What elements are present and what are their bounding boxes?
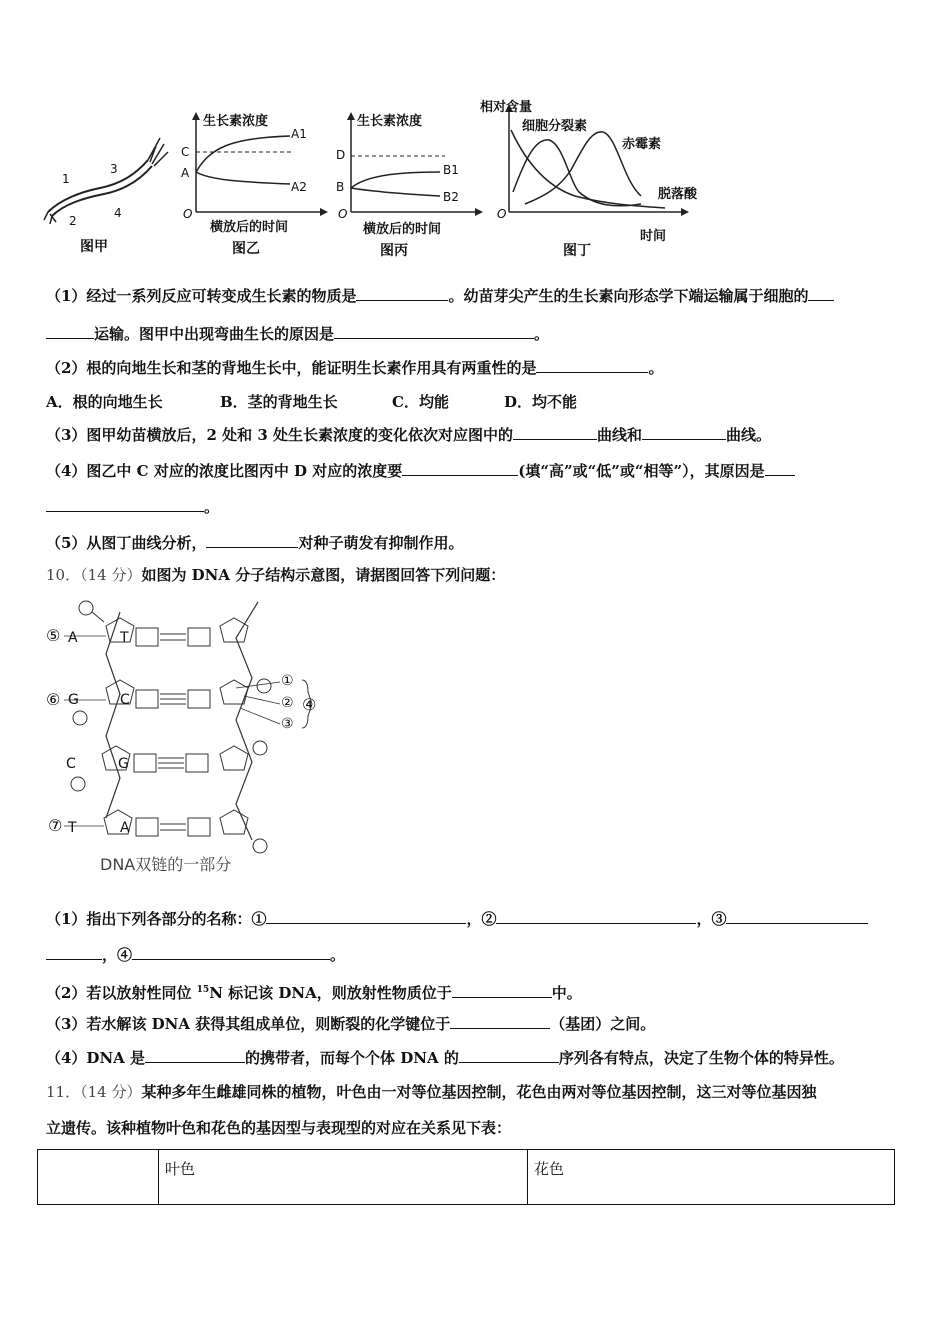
q9-part4-line1 <box>46 461 795 481</box>
q10-blank-4[interactable] <box>132 945 330 960</box>
yi-a1: A1 <box>291 127 307 141</box>
bing-origin: O <box>338 207 348 221</box>
q10-part1-line2 <box>46 945 345 965</box>
q9-blank-8b[interactable] <box>46 497 204 512</box>
q10-blank-1[interactable] <box>266 909 466 924</box>
seedling-drawing <box>40 130 180 230</box>
dna-base-4-left: T <box>68 820 77 836</box>
dna-marker-6: ⑥ <box>46 690 61 709</box>
q10-p1a: （1）指出下列各部分的名称：① <box>46 910 267 928</box>
ding-ylabel: 相对含量 <box>480 100 533 115</box>
table-header-leaf-color: 叶色 <box>159 1150 528 1205</box>
dna-base-3-right: G <box>118 756 129 772</box>
q10-p1e: 。 <box>330 946 346 964</box>
q10-p1b: ，② <box>466 910 497 928</box>
q9-part1-line1 <box>46 286 834 306</box>
yi-origin: O <box>183 207 193 221</box>
dna-diagram <box>40 596 330 878</box>
q9-option-a[interactable]: A．根的向地生长 <box>46 393 163 411</box>
q10-blank-6[interactable] <box>450 1014 550 1029</box>
dna-base-2-right: C <box>120 692 130 708</box>
q10-p3b: （基团）之间。 <box>550 1015 656 1033</box>
table-header-empty <box>38 1150 159 1205</box>
genotype-table <box>37 1149 895 1205</box>
q10-part1-line1 <box>46 909 868 929</box>
q9-p1d: 。 <box>534 325 550 343</box>
dna-marker-2: ② <box>281 695 294 711</box>
dna-marker-4: ④ <box>302 695 317 714</box>
q9-part1-line2 <box>46 324 549 344</box>
q9-option-d[interactable]: D．均不能 <box>504 393 578 411</box>
table-row <box>38 1150 895 1205</box>
q10-number: 10．（14 分） <box>46 566 142 584</box>
q9-part2 <box>46 358 663 378</box>
q9-p2a: （2）根的向地生长和茎的背地生长中，能证明生长素作用具有两重性的是 <box>46 359 537 377</box>
q9-blank-8a[interactable] <box>765 461 795 476</box>
dna-base-1-left: A <box>68 630 78 646</box>
q10-blank-3a[interactable] <box>726 909 868 924</box>
q9-p4c: 。 <box>204 498 220 516</box>
q10-p4b: 的携带者，而每个个体 DNA 的 <box>245 1049 459 1067</box>
q9-p3a: （3）图甲幼苗横放后，2 处和 3 处生长素浓度的变化依次对应图中的 <box>46 426 513 444</box>
ding-origin: O <box>497 207 507 221</box>
ding-xlabel: 时间 <box>640 229 667 244</box>
q10-blank-5[interactable] <box>452 983 552 998</box>
dna-marker-5: ⑤ <box>46 626 61 645</box>
q10-p2a: （2）若以放射性同位 <box>46 984 197 1002</box>
dna-caption: DNA双链的一部分 <box>100 855 232 874</box>
dna-marker-1: ① <box>281 673 294 689</box>
q9-p1b: 。幼苗芽尖产生的生长素向形态学下端运输属于细胞的 <box>448 287 809 305</box>
figure-jia-caption: 图甲 <box>80 239 108 255</box>
q9-p2b: 。 <box>648 359 664 377</box>
seedling-label-2: 2 <box>69 214 77 228</box>
q9-blank-3[interactable] <box>334 324 534 339</box>
q10-p4a: （4）DNA 是 <box>46 1049 146 1067</box>
q10-p2b: N 标记该 DNA，则放射性物质位于 <box>209 984 452 1002</box>
q10-p1c: ，③ <box>696 910 727 928</box>
q9-p3b: 曲线和 <box>596 426 642 444</box>
q10-p2-superscript: 15 <box>196 985 210 995</box>
bing-tick-d: D <box>336 148 346 162</box>
q9-options <box>46 392 578 412</box>
yi-xlabel: 横放后的时间 <box>210 220 289 235</box>
q10-blank-2[interactable] <box>496 909 696 924</box>
yi-tick-a: A <box>181 166 190 180</box>
figure-yi-caption: 图乙 <box>232 241 260 257</box>
q9-blank-1[interactable] <box>356 286 448 301</box>
dna-base-3-left: C <box>66 756 76 772</box>
q9-option-b[interactable]: B．茎的背地生长 <box>220 393 338 411</box>
figure-bing-caption: 图丙 <box>380 243 408 259</box>
q9-p4a: （4）图乙中 C 对应的浓度比图丙中 D 对应的浓度要 <box>46 462 403 480</box>
q9-blank-7[interactable] <box>402 461 518 476</box>
bing-b1: B1 <box>443 163 459 177</box>
yi-a2: A2 <box>291 180 307 194</box>
bing-tick-b: B <box>336 180 345 194</box>
ding-s1: 细胞分裂素 <box>522 119 588 134</box>
q11-text-1: 某种多年生雌雄同株的植物，叶色由一对等位基因控制，花色由两对等位基因控制，这三对等位基因独 <box>141 1083 817 1101</box>
q9-p3c: 曲线。 <box>726 426 772 444</box>
q9-blank-2a[interactable] <box>808 286 834 301</box>
seedling-label-1: 1 <box>62 172 70 186</box>
ding-s3: 脱落酸 <box>658 187 698 202</box>
q9-blank-9[interactable] <box>206 533 298 548</box>
dna-base-2-left: G <box>68 692 79 708</box>
bing-b2: B2 <box>443 190 459 204</box>
q9-option-c[interactable]: C．均能 <box>392 393 449 411</box>
seedling-label-4: 4 <box>114 206 122 220</box>
q9-part4-line2 <box>46 497 219 517</box>
q9-blank-6[interactable] <box>642 425 726 440</box>
q10-part2 <box>46 980 582 1003</box>
q10-title: 如图为 DNA 分子结构示意图，请据图回答下列问题： <box>141 566 506 584</box>
q9-part3 <box>46 425 771 445</box>
q9-blank-5[interactable] <box>513 425 597 440</box>
q10-p2c: 中。 <box>551 984 582 1002</box>
ding-s2: 赤霉素 <box>622 137 662 152</box>
q10-blank-8[interactable] <box>459 1048 559 1063</box>
q9-part5 <box>46 533 463 553</box>
q10-p1d: ，④ <box>102 946 133 964</box>
q10-part4 <box>46 1048 844 1068</box>
q11-number: 11．（14 分） <box>46 1083 142 1101</box>
figure-ding-caption: 图丁 <box>563 243 591 259</box>
q9-p4b: (填“高”或“低”或“相等”），其原因是 <box>518 462 765 480</box>
q9-p5a: （5）从图丁曲线分析， <box>46 534 207 552</box>
dna-marker-7: ⑦ <box>48 816 63 835</box>
q9-blank-4[interactable] <box>536 358 648 373</box>
q10-heading <box>46 565 505 585</box>
dna-marker-3: ③ <box>281 716 294 732</box>
dna-base-4-right: A <box>120 820 130 836</box>
q11-line2 <box>46 1118 511 1138</box>
q10-part3 <box>46 1014 655 1034</box>
q10-p3a: （3）若水解该 DNA 获得其组成单位，则断裂的化学键位于 <box>46 1015 451 1033</box>
bing-xlabel: 横放后的时间 <box>363 222 442 237</box>
table-header-flower-color: 花色 <box>528 1150 895 1205</box>
q10-p4c: 序列各有特点，决定了生物个体的特异性。 <box>558 1049 844 1067</box>
q9-p1a: （1）经过一系列反应可转变成生长素的物质是 <box>46 287 357 305</box>
q10-blank-7[interactable] <box>145 1048 245 1063</box>
q9-p1c: 运输。图甲中出现弯曲生长的原因是 <box>94 325 335 343</box>
q9-p5b: 对种子萌发有抑制作用。 <box>298 534 464 552</box>
dna-base-1-right: T <box>120 630 129 646</box>
q11-text-2: 立遗传。该种植物叶色和花色的基因型与表现型的对应在关系见下表： <box>46 1119 512 1137</box>
yi-ylabel: 生长素浓度 <box>203 114 269 129</box>
yi-tick-c: C <box>181 145 190 159</box>
seedling-label-3: 3 <box>110 162 118 176</box>
bing-ylabel: 生长素浓度 <box>357 114 423 129</box>
q11-line1 <box>46 1082 816 1102</box>
q9-blank-2b[interactable] <box>46 324 94 339</box>
q10-blank-3b[interactable] <box>46 945 102 960</box>
